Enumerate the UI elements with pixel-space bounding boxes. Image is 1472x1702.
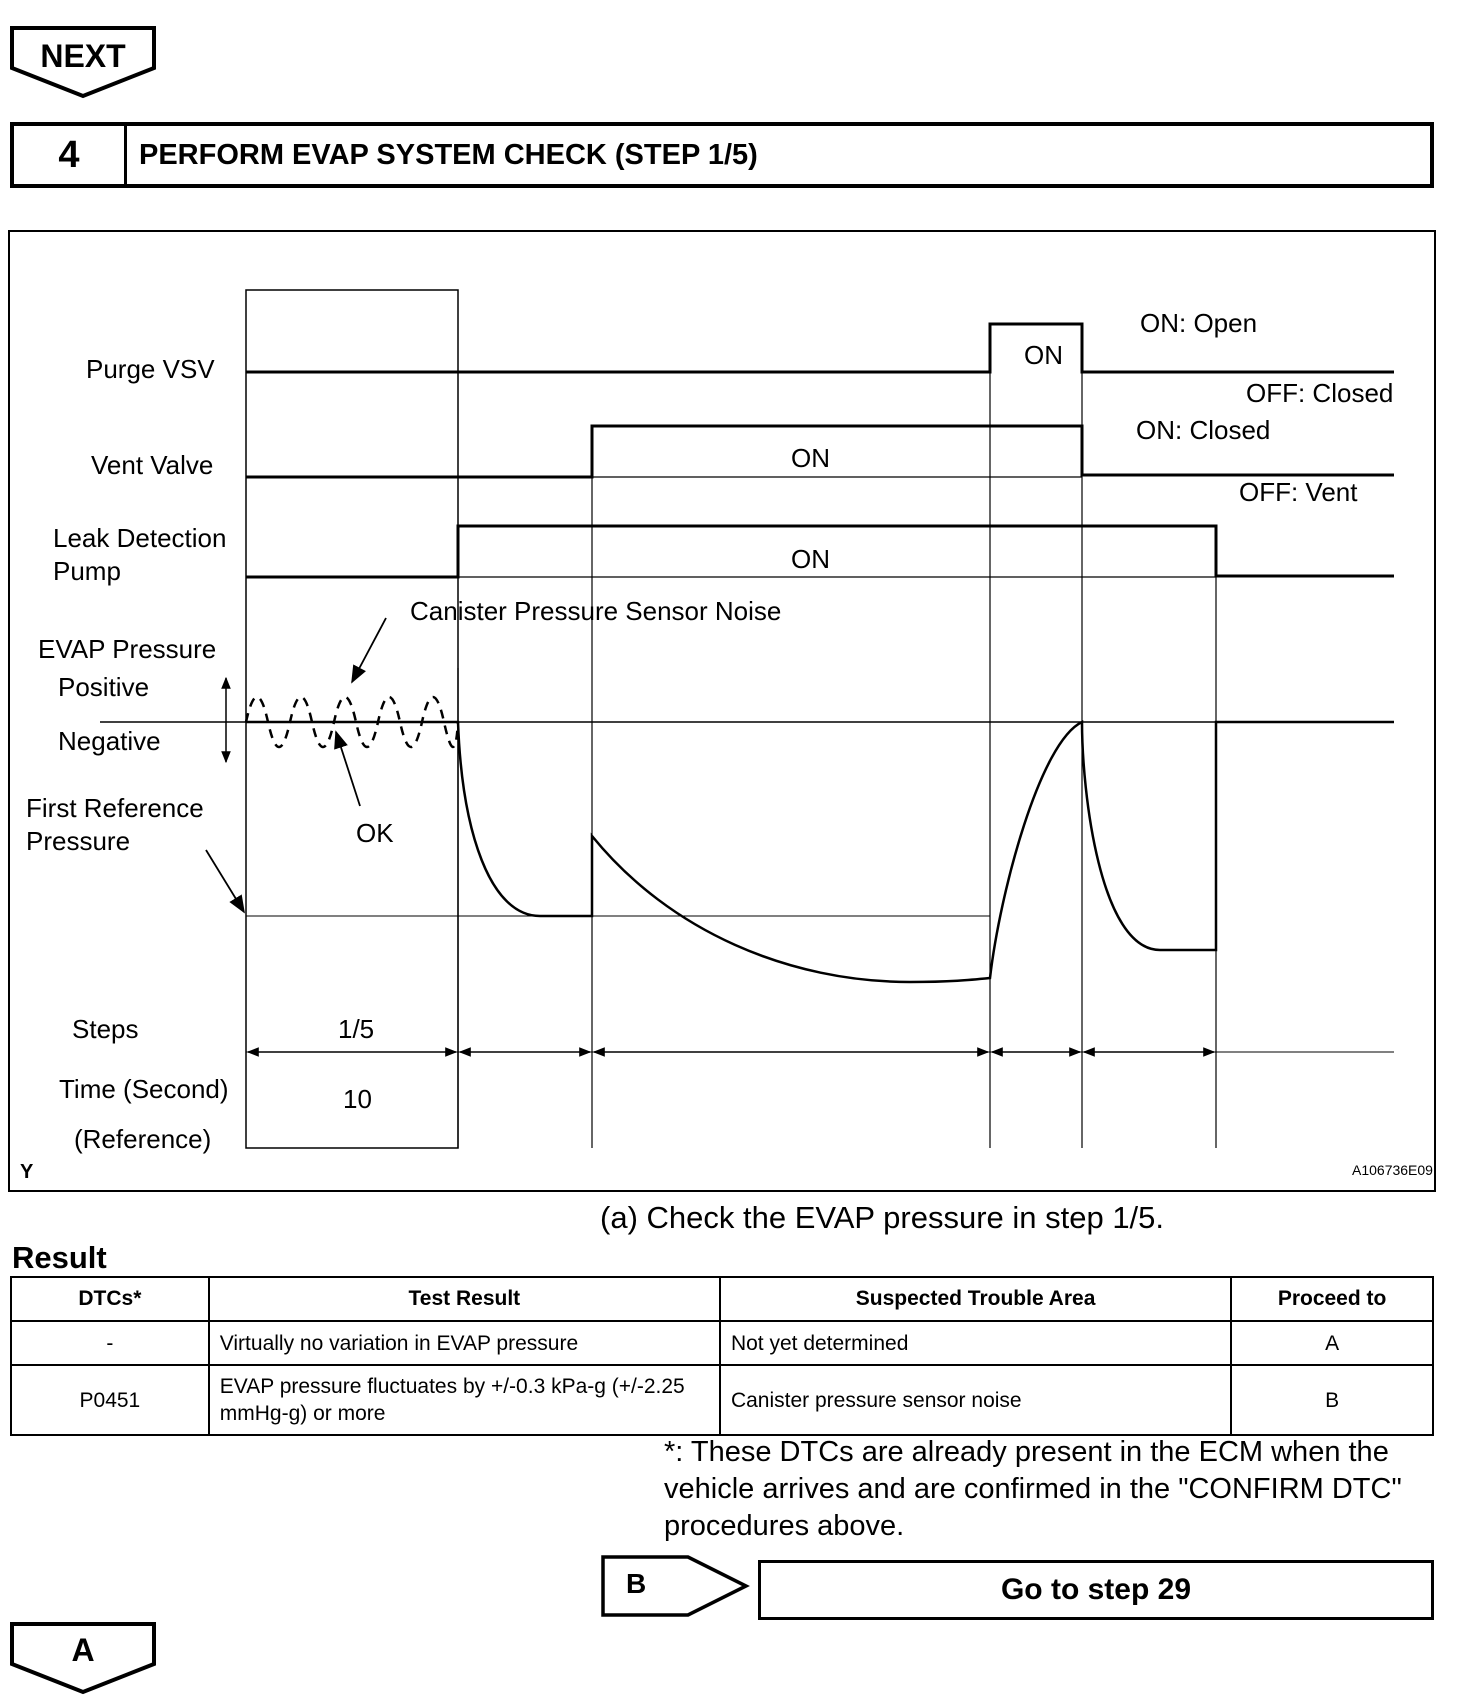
label-purge-vsv: Purge VSV (86, 354, 215, 384)
table-cell: P0451 (11, 1365, 209, 1435)
label-time-1: Time (Second) (59, 1074, 229, 1104)
table-row (11, 1321, 1433, 1365)
ok-pointer-arrow (336, 732, 360, 806)
label-steps: Steps (72, 1014, 139, 1044)
corner-mark: Y (20, 1161, 34, 1183)
table-cell: EVAP pressure fluctuates by +/-0.3 kPa-g (+/-2.25 mmHg-g) or more (209, 1365, 720, 1435)
table-header-row (11, 1277, 1433, 1321)
label-evap-pressure: EVAP Pressure (38, 634, 217, 664)
footnote: *: These DTCs are already present in the ECM when the vehicle arrives and are confirmed in the "CONFIRM DTC" procedures above. (664, 1436, 1402, 1542)
table-row (11, 1365, 1433, 1435)
instruction-text: (a) Check the EVAP pressure in step 1/5. (600, 1200, 1165, 1235)
ok-label: OK (356, 818, 394, 848)
result-table (10, 1276, 1434, 1436)
on-open-label: ON: Open (1140, 308, 1258, 338)
pump-on-label: ON (791, 544, 830, 574)
timing-diagram (8, 230, 1436, 1192)
label-negative: Negative (58, 726, 161, 756)
label-first-ref-1: First Reference (26, 793, 204, 823)
result-title: Result (12, 1240, 107, 1275)
off-closed-label: OFF: Closed (1246, 378, 1394, 408)
label-vent-valve: Vent Valve (91, 450, 214, 480)
table-header: DTCs* (11, 1277, 209, 1321)
first-ref-pointer-arrow (206, 850, 244, 912)
step-title: PERFORM EVAP SYSTEM CHECK (STEP 1/5) (139, 138, 758, 171)
label-first-ref-2: Pressure (26, 826, 131, 856)
noise-label: Canister Pressure Sensor Noise (410, 596, 782, 626)
table-header: Test Result (209, 1277, 720, 1321)
b-arrow-icon (600, 1554, 750, 1618)
table-cell: Virtually no variation in EVAP pressure (209, 1321, 720, 1365)
table-header: Suspected Trouble Area (720, 1277, 1231, 1321)
time-value-label: 10 (343, 1084, 372, 1114)
purge-on-label: ON (1024, 340, 1063, 370)
b-label: B (626, 1568, 647, 1599)
table-cell: - (11, 1321, 209, 1365)
label-positive: Positive (58, 672, 150, 702)
step-value-label: 1/5 (338, 1014, 375, 1044)
label-time-2: (Reference) (74, 1124, 212, 1154)
table-cell: Not yet determined (720, 1321, 1231, 1365)
goto-step-button[interactable]: Go to step 29 (758, 1560, 1434, 1620)
timing-diagram-svg (10, 232, 1434, 1190)
table-cell: A (1231, 1321, 1433, 1365)
off-vent-label: OFF: Vent (1239, 477, 1358, 507)
table-cell: B (1231, 1365, 1433, 1435)
table-header: Proceed to (1231, 1277, 1433, 1321)
step-header (10, 122, 1434, 188)
on-closed-label: ON: Closed (1136, 415, 1271, 445)
figure-id: A106736E09 (1352, 1162, 1433, 1178)
evap-pressure-curve (246, 722, 1394, 982)
label-leak-pump-2: Pump (53, 556, 121, 586)
a-label: A (71, 1632, 95, 1668)
vent-on-label: ON (791, 443, 830, 473)
next-label: NEXT (40, 38, 126, 74)
step-number: 4 (14, 126, 127, 184)
label-leak-pump-1: Leak Detection (53, 523, 227, 553)
table-cell: Canister pressure sensor noise (720, 1365, 1231, 1435)
noise-pointer-arrow (352, 618, 386, 682)
